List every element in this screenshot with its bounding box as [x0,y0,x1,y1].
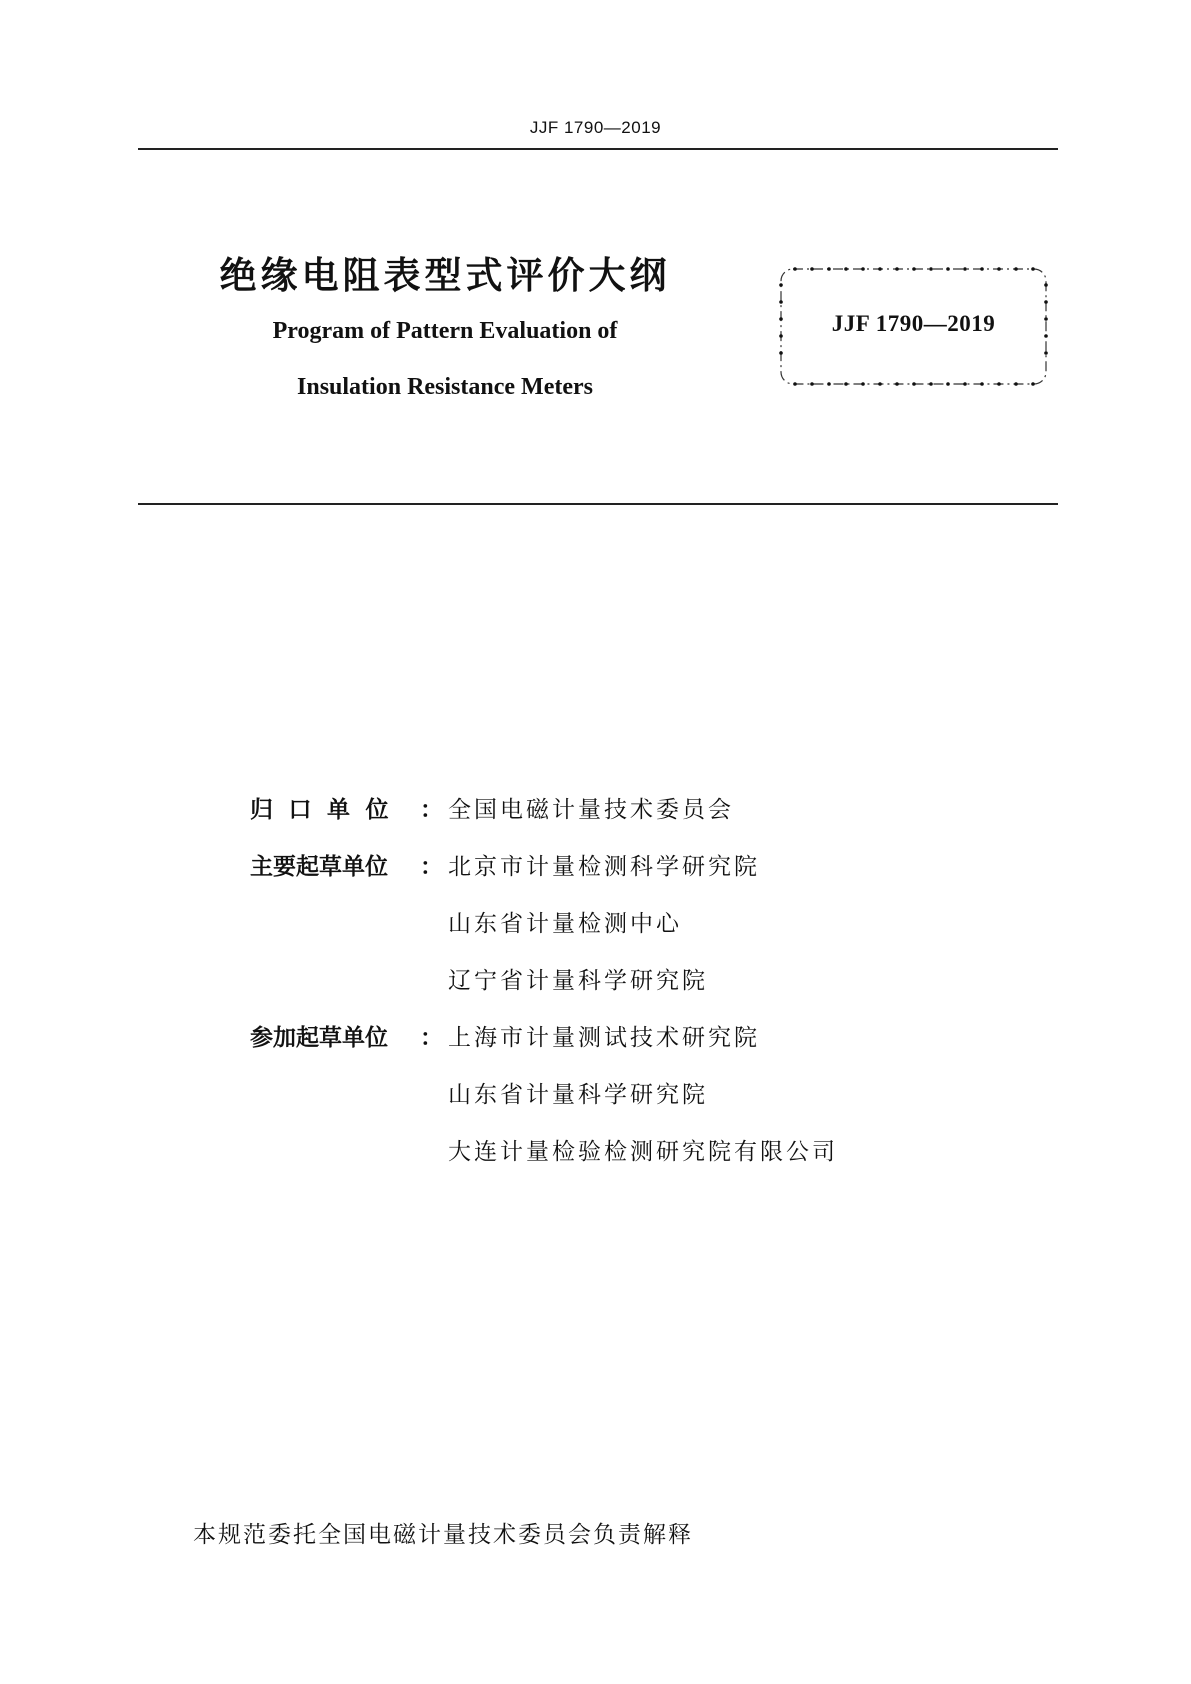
border-dot [1031,267,1035,271]
unit-colon: ： [420,1025,443,1051]
unit-value: 北京市计量检测科学研究院 [448,854,760,880]
border-dot [827,267,831,271]
border-dot [1031,382,1035,386]
unit-value: 全国电磁计量技术委员会 [448,797,734,823]
border-dot [793,267,797,271]
interpretation-note: 本规范委托全国电磁计量技术委员会负责解释 [193,1522,693,1548]
unit-row [250,966,1010,1023]
border-dot [810,267,814,271]
document-title-zh: 绝缘电阻表型式评价大纲 [219,254,671,297]
header-rule [138,148,1058,150]
drafting-units [250,795,1010,1194]
unit-row [250,1137,1010,1194]
running-header-code: JJF 1790—2019 [529,118,662,137]
border-dot [895,267,899,271]
standard-code-box [775,263,1052,390]
unit-row [250,1023,1010,1080]
unit-row [250,909,1010,966]
border-dot [912,267,916,271]
border-dot [929,382,933,386]
unit-row [250,1080,1010,1137]
border-dot [878,382,882,386]
border-dot [946,267,950,271]
unit-colon: ： [420,797,443,823]
border-dot [997,267,1001,271]
standard-code: JJF 1790—2019 [831,311,996,336]
document-title-en-line-2: Insulation Resistance Meters [297,374,593,400]
unit-label: 主要起草单位 [250,854,388,880]
unit-value: 辽宁省计量科学研究院 [448,968,708,994]
border-dot [793,382,797,386]
border-dot [1044,351,1048,355]
border-dot [980,382,984,386]
border-dot [963,382,967,386]
border-dot [963,267,967,271]
border-dot [844,267,848,271]
border-dot [946,382,950,386]
border-dot [1014,382,1018,386]
border-dot [1044,283,1048,287]
unit-label: 参加起草单位 [250,1025,388,1051]
border-dot [810,382,814,386]
unit-label: 归口单位 [250,797,404,823]
border-dot [779,300,783,304]
border-dot [878,267,882,271]
border-dot [779,283,783,287]
border-dot [1014,267,1018,271]
unit-colon: ： [420,854,443,880]
border-dot [1044,300,1048,304]
unit-value: 大连计量检验检测研究院有限公司 [448,1139,838,1165]
border-dot [861,382,865,386]
border-dot [980,267,984,271]
unit-value: 山东省计量科学研究院 [448,1082,708,1108]
border-dot [844,382,848,386]
unit-row [250,852,1010,909]
unit-value: 山东省计量检测中心 [448,911,682,937]
unit-row [250,795,1010,852]
border-dot [929,267,933,271]
border-dot [912,382,916,386]
section-rule [138,503,1058,505]
border-dot [827,382,831,386]
border-dot [779,351,783,355]
border-dot [895,382,899,386]
border-dot [997,382,1001,386]
unit-value: 上海市计量测试技术研究院 [448,1025,760,1051]
border-dot [861,267,865,271]
document-title-en-line-1: Program of Pattern Evaluation of [272,318,618,344]
